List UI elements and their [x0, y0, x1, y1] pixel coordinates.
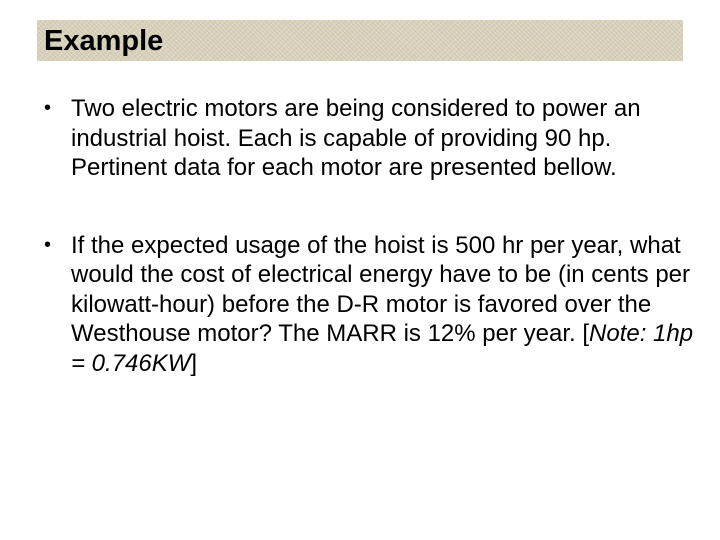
bullet-text: If the expected usage of the hoist is 500 hr per year, what would the cost of electrical energy have to be (in cents per kilowatt-hour) before the D-R motor is favored over the Westhouse motor? The MARR is 12% per year. [	[71, 231, 691, 347]
bullet-text-closing-bracket: ]	[190, 349, 198, 377]
bullet-text: Two electric motors are being considered to power an industrial hoist. Each is capable of providing 90 hp. Pertinent data for each motor are presented bellow.	[71, 95, 641, 181]
bullet-item-problem-statement	[44, 94, 694, 183]
conversion-note: Note: 1hp = 0.746KW	[71, 320, 694, 377]
bullet-item-question	[44, 231, 694, 379]
bullet-icon: •	[44, 97, 52, 119]
bullet-list	[44, 94, 694, 378]
bullet-icon: •	[44, 233, 52, 256]
slide-title: Example	[44, 25, 164, 57]
